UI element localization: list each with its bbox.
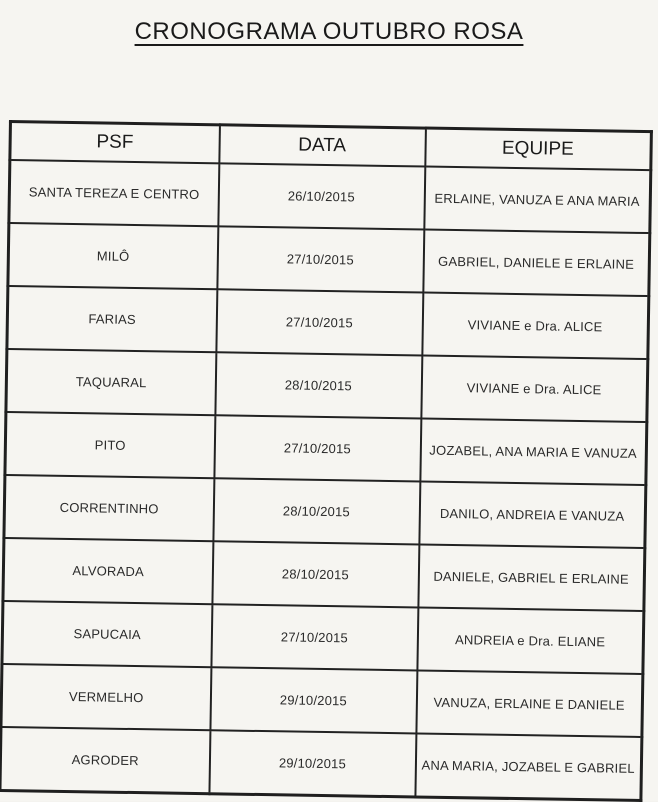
table-row <box>4 475 646 548</box>
cell-psf: TAQUARAL <box>6 349 216 415</box>
cell-psf: SAPUCAIA <box>2 601 212 667</box>
cell-data: 29/10/2015 <box>209 730 416 797</box>
cell-equipe: ANDREIA e Dra. ELIANE <box>417 607 644 674</box>
cell-psf: FARIAS <box>7 286 217 352</box>
document-title <box>0 18 658 46</box>
cell-data: 29/10/2015 <box>210 667 417 733</box>
schedule-table-wrapper <box>0 120 650 796</box>
table-row <box>0 727 642 801</box>
cell-data: 27/10/2015 <box>211 604 418 670</box>
table-row <box>9 160 651 233</box>
cell-psf: MILÔ <box>8 223 218 289</box>
column-header-data: DATA <box>219 125 426 167</box>
cell-equipe: DANIELE, GABRIEL E ERLAINE <box>418 544 645 611</box>
cell-equipe: VANUZA, ERLAINE E DANIELE <box>416 670 643 737</box>
column-header-psf: PSF <box>10 122 220 164</box>
cell-psf: VERMELHO <box>1 664 211 730</box>
cell-psf: CORRENTINHO <box>4 475 214 541</box>
cell-psf: ALVORADA <box>3 538 213 604</box>
table-row <box>7 286 649 359</box>
cell-equipe: JOZABEL, ANA MARIA E VANUZA <box>420 419 647 486</box>
table-row <box>5 412 647 485</box>
cell-data: 27/10/2015 <box>216 289 423 355</box>
table-row <box>3 538 645 611</box>
cell-data: 26/10/2015 <box>218 163 425 229</box>
cell-equipe: GABRIEL, DANIELE E ERLAINE <box>423 230 650 297</box>
cell-equipe: DANILO, ANDREIA E VANUZA <box>419 481 646 548</box>
cell-data: 28/10/2015 <box>212 541 419 607</box>
cell-equipe: ERLAINE, VANUZA E ANA MARIA <box>424 167 651 234</box>
cell-psf: PITO <box>5 412 215 478</box>
cell-psf: SANTA TEREZA E CENTRO <box>9 160 219 226</box>
cell-data: 28/10/2015 <box>215 352 422 418</box>
cell-equipe: VIVIANE e Dra. ALICE <box>422 293 649 360</box>
table-row <box>8 223 650 296</box>
cell-equipe: VIVIANE e Dra. ALICE <box>421 356 648 423</box>
table-row <box>1 664 643 737</box>
table-row <box>6 349 648 422</box>
cell-equipe: ANA MARIA, JOZABEL E GABRIEL <box>415 733 642 800</box>
cell-data: 27/10/2015 <box>214 415 421 481</box>
cell-data: 28/10/2015 <box>213 478 420 544</box>
cell-psf: AGRODER <box>0 727 210 794</box>
cell-data: 27/10/2015 <box>217 226 424 292</box>
table-row <box>2 601 644 674</box>
schedule-table <box>0 120 653 802</box>
column-header-equipe: EQUIPE <box>425 128 652 170</box>
document-title-text: CRONOGRAMA OUTUBRO ROSA <box>134 18 524 45</box>
